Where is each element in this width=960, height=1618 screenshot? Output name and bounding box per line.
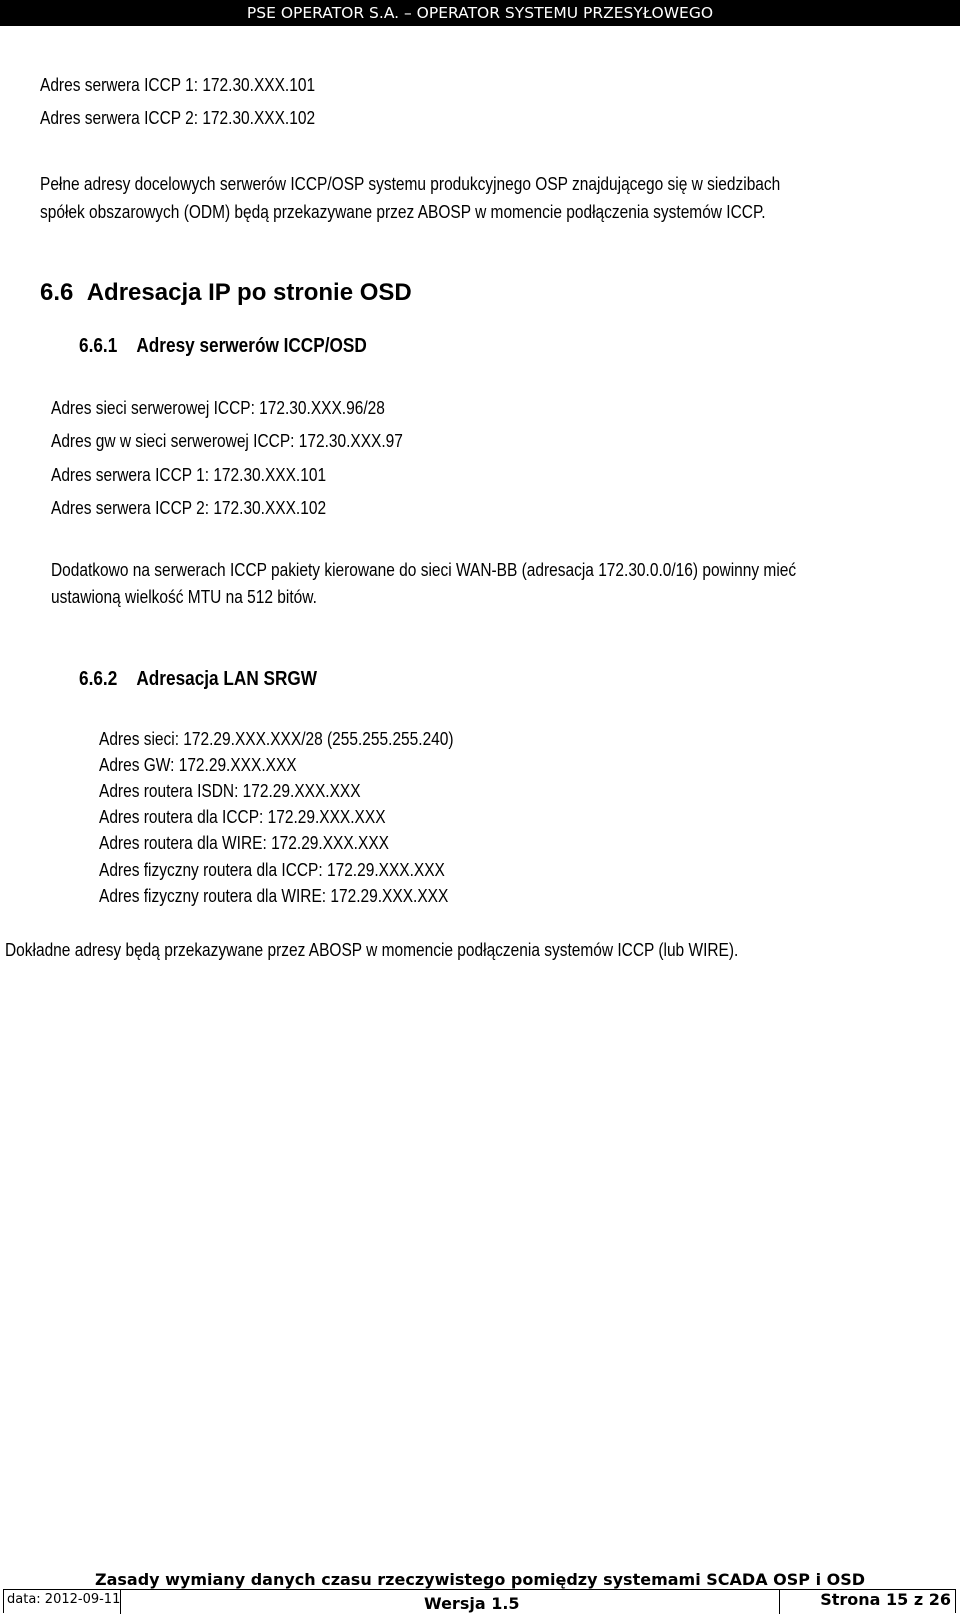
footer-title: Zasady wymiany danych czasu rzeczywistego pomiędzy systemami SCADA OSP i OSD [94, 1570, 866, 1589]
footer-divider [120, 1590, 121, 1614]
address-item: Adres serwera ICCP 1: 172.30.XXX.101 [51, 465, 327, 485]
lan-address-item: Adres routera dla WIRE: 172.29.XXX.XXX [99, 833, 389, 853]
section-title: Adresy serwerów ICCP/OSD [136, 335, 367, 357]
footer-table [3, 1589, 956, 1613]
top-list-item: Adres serwera ICCP 2: 172.30.XXX.102 [40, 108, 316, 128]
top-list-item: Adres serwera ICCP 1: 172.30.XXX.101 [40, 75, 316, 95]
footer-divider [779, 1590, 780, 1614]
address-item: Adres gw w sieci serwerowej ICCP: 172.30.XXX.97 [51, 431, 403, 451]
intro-paragraph-line: Pełne adresy docelowych serwerów ICCP/OSP systemu produkcyjnego OSP znajdującego się w siedzibach [40, 174, 781, 194]
mtu-note-line: Dodatkowo na serwerach ICCP pakiety kierowane do sieci WAN-BB (adresacja 172.30.0.0/16) powinny mieć [51, 560, 797, 580]
section-title: Adresacja IP po stronie OSD [86, 279, 412, 306]
section-heading-6-6-2 [79, 668, 317, 691]
section-number: 6.6.2 [79, 668, 118, 690]
closing-sentence: Dokładne adresy będą przekazywane przez ABOSP w momencie podłączenia systemów ICCP (lub WIRE). [5, 940, 739, 960]
lan-address-item: Adres routera dla ICCP: 172.29.XXX.XXX [99, 807, 386, 827]
section-title: Adresacja LAN SRGW [136, 668, 318, 690]
section-number: 6.6.1 [79, 335, 118, 357]
mtu-note-line: ustawioną wielkość MTU na 512 bitów. [51, 587, 317, 607]
document-header: PSE OPERATOR S.A. – OPERATOR SYSTEMU PRZESYŁOWEGO [0, 0, 960, 26]
section-number: 6.6 [40, 279, 74, 306]
lan-address-item: Adres fizyczny routera dla ICCP: 172.29.XXX.XXX [99, 860, 445, 880]
intro-paragraph-line: spółek obszarowych (ODM) będą przekazywane przez ABOSP w momencie podłączenia systemów ICCP. [40, 202, 766, 222]
address-item: Adres sieci serwerowej ICCP: 172.30.XXX.96/28 [51, 398, 385, 418]
lan-address-item: Adres fizyczny routera dla WIRE: 172.29.XXX.XXX [99, 886, 449, 906]
lan-address-item: Adres GW: 172.29.XXX.XXX [99, 755, 297, 775]
section-heading-6-6 [40, 279, 412, 307]
address-item: Adres serwera ICCP 2: 172.30.XXX.102 [51, 498, 327, 518]
footer-version: Wersja 1.5 [424, 1594, 520, 1613]
lan-address-item: Adres sieci: 172.29.XXX.XXX/28 (255.255.255.240) [99, 729, 454, 749]
footer-date: data: 2012-09-11 [7, 1592, 121, 1607]
section-heading-6-6-1 [79, 335, 367, 358]
lan-address-item: Adres routera ISDN: 172.29.XXX.XXX [99, 781, 361, 801]
footer-page-number: Strona 15 z 26 [820, 1590, 951, 1609]
